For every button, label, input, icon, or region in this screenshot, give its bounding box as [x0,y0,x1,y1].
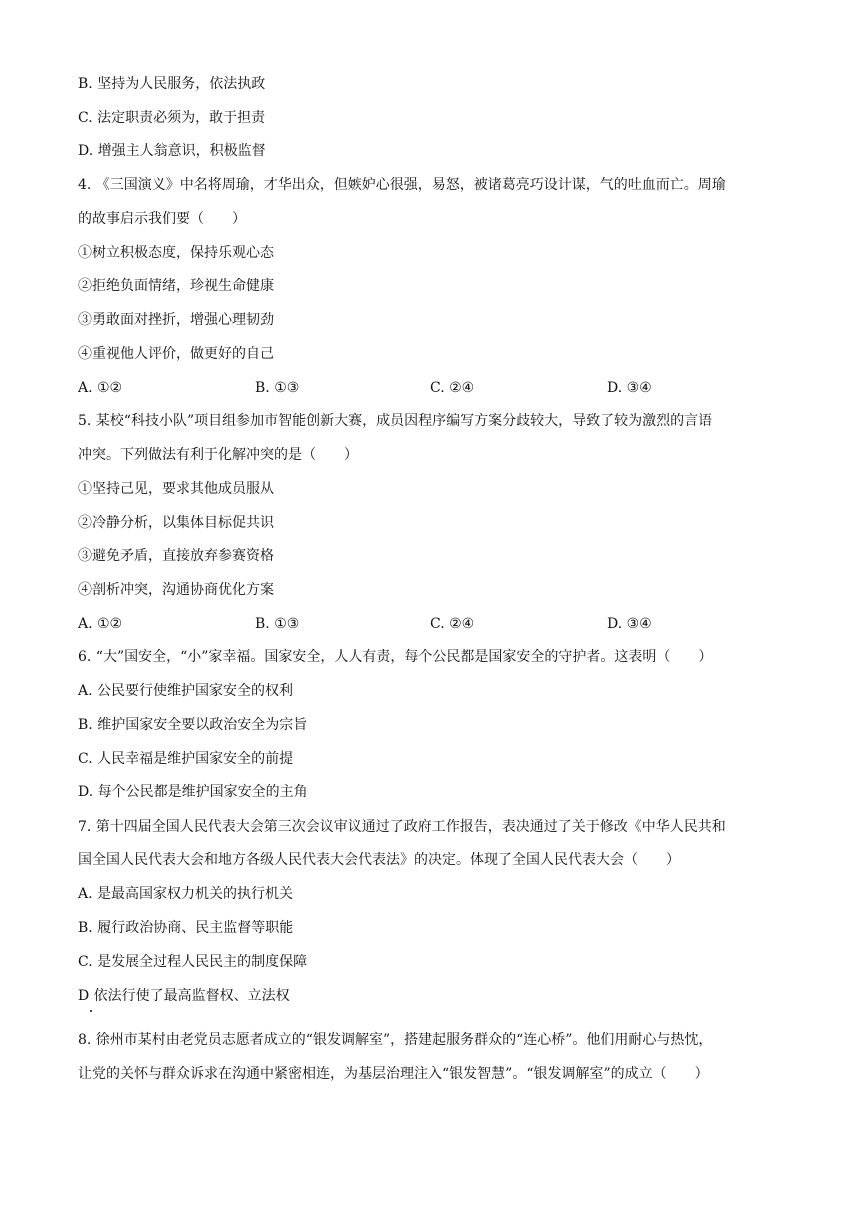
q7-option-d: D 依法行使了最高监督权、立法权 [78,988,290,1004]
q4-item-3: ③勇敢面对挫折，增强心理韧劲 [78,312,274,328]
q7-option-c: C. 是发展全过程人民民主的制度保障 [78,954,308,970]
q4-item-4: ④重视他人评价，做更好的自己 [78,346,274,362]
q8-stem-line1: 8. 徐州市某村由老党员志愿者成立的“银发调解室”，搭建起服务群众的“连心桥”。他们用耐心与热忱， [78,1032,713,1048]
q3-option-c: C. 法定职责必须为，敢于担责 [78,110,266,126]
q8-stem-line2: 让党的关怀与群众诉求在沟通中紧密相连，为基层治理注入“银发智慧”。“银发调解室”的成立（ ） [78,1066,709,1082]
q5-item-3: ③避免矛盾，直接放弃参赛资格 [78,548,274,564]
q5-item-1: ①坚持己见，要求其他成员服从 [78,481,274,497]
stray-dot-mark [90,1010,92,1012]
q4-item-1: ①树立积极态度，保持乐观心态 [78,245,274,261]
q5-options [78,614,778,634]
q7-stem-line1: 7. 第十四届全国人民代表大会第三次会议审议通过了政府工作报告，表决通过了关于修改《中华人民共和 [78,819,726,835]
q4-option-a: A. ①② [78,380,123,396]
q6-option-d: D. 每个公民都是维护国家安全的主角 [78,784,308,800]
q4-option-c: C. ②④ [430,380,475,396]
q5-item-2: ②冷静分析，以集体目标促共识 [78,515,274,531]
q5-option-b: B. ①③ [255,616,300,632]
q5-item-4: ④剖析冲突，沟通协商优化方案 [78,582,274,598]
q4-stem-line2: 的故事启示我们要（ ） [78,211,246,227]
q4-option-b: B. ①③ [255,380,300,396]
q6-option-c: C. 人民幸福是维护国家安全的前提 [78,751,294,767]
q5-option-a: A. ①② [78,616,123,632]
q4-option-d: D. ③④ [607,380,652,396]
q7-option-b: B. 履行政治协商、民主监督等职能 [78,920,294,936]
q5-option-d: D. ③④ [607,616,652,632]
q7-option-a: A. 是最高国家权力机关的执行机关 [78,886,294,902]
q6-stem: 6. “大”国安全，“小”家幸福。国家安全，人人有责，每个公民都是国家安全的守护者。这表明（ ） [78,649,713,665]
q7-stem-line2: 国全国人民代表大会和地方各级人民代表大会代表法》的决定。体现了全国人民代表大会（ ） [78,852,680,868]
q6-option-a: A. 公民要行使维护国家安全的权利 [78,683,294,699]
q3-option-d: D. 增强主人翁意识，积极监督 [78,143,266,159]
q3-option-b: B. 坚持为人民服务，依法执政 [78,76,266,92]
q5-option-c: C. ②④ [430,616,475,632]
q4-item-2: ②拒绝负面情绪，珍视生命健康 [78,278,274,294]
q5-stem-line1: 5. 某校“科技小队”项目组参加市智能创新大赛，成员因程序编写方案分歧较大，导致了较为激烈的言语 [78,413,713,429]
q6-option-b: B. 维护国家安全要以政治安全为宗旨 [78,717,308,733]
q5-stem-line2: 冲突。下列做法有利于化解冲突的是（ ） [78,447,358,463]
q4-options [78,378,778,398]
q4-stem-line1: 4. 《三国演义》中名将周瑜，才华出众，但嫉妒心很强，易怒，被诸葛亮巧设计谋，气的吐血而亡。周瑜 [78,177,726,193]
